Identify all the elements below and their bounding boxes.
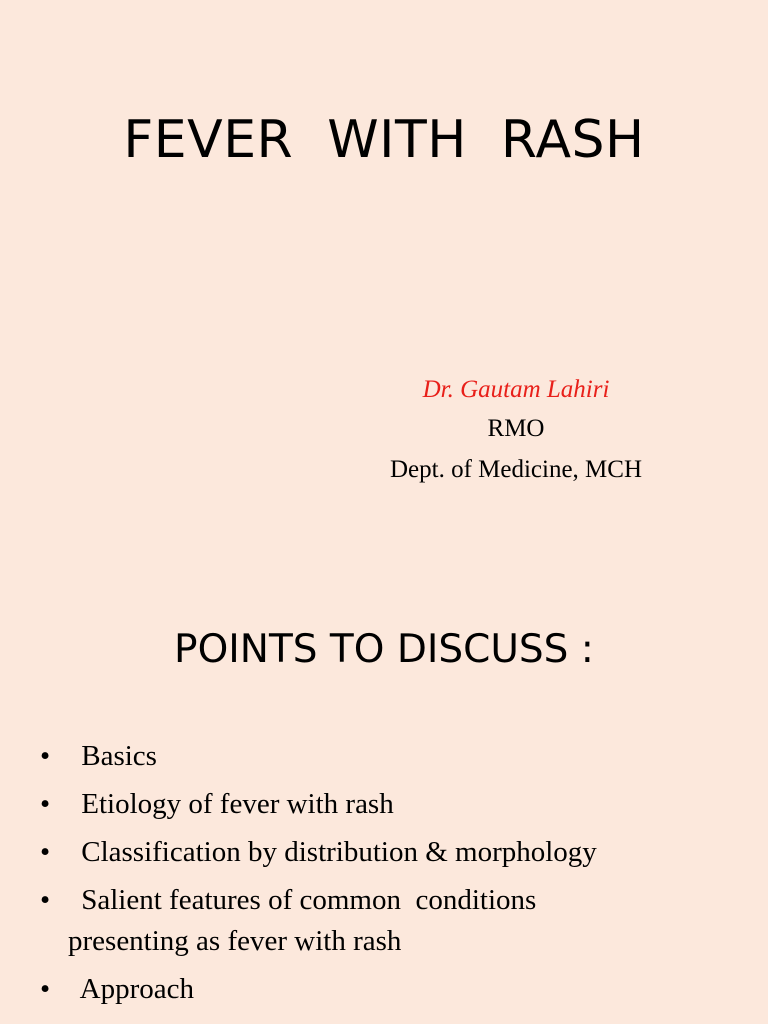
list-item [40,969,740,1010]
list-item [40,736,740,777]
author-block [356,372,676,490]
point-text: Salient features of common conditions [74,884,537,916]
point-text: Approach [74,973,194,1005]
bullet-icon: • [40,740,51,772]
list-item [40,832,740,873]
slide-title: FEVER WITH RASH [123,110,645,170]
author-department: Dept. of Medicine, MCH [389,456,643,483]
points-list [40,736,740,1017]
points-heading: POINTS TO DISCUSS : [174,627,594,672]
author-name: Dr. Gautam Lahiri [422,376,610,403]
point-text-continued: presenting as fever with rash [68,925,402,957]
list-item [40,880,740,962]
bullet-icon: • [40,836,51,868]
author-role: RMO [487,415,545,442]
bullet-icon: • [40,884,51,916]
bullet-icon: • [40,788,51,820]
point-text: Classification by distribution & morphology [74,836,597,868]
bullet-icon: • [40,973,51,1005]
point-text: Etiology of fever with rash [74,788,394,820]
point-text: Basics [74,740,157,772]
list-item [40,784,740,825]
